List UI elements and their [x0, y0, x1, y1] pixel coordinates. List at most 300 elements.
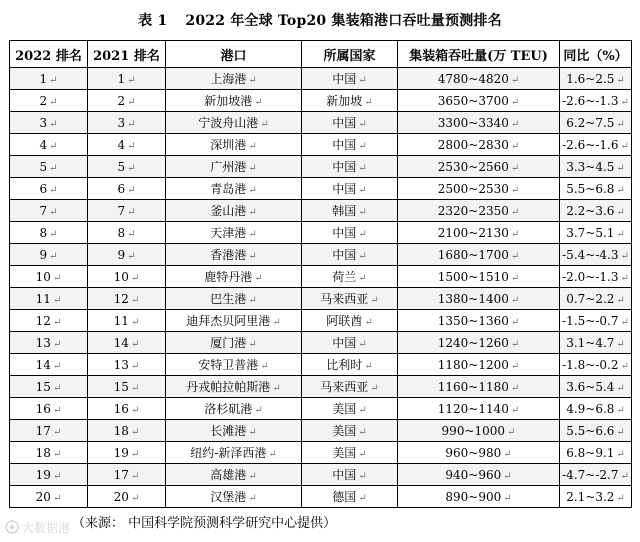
- paragraph-mark-icon: ↵: [248, 163, 257, 174]
- paragraph-mark-icon: ↵: [616, 448, 625, 460]
- cell-rank-2022: [10, 398, 88, 420]
- cell-rank-2021: [88, 398, 166, 420]
- table-number: 表 1: [138, 13, 168, 29]
- cell-text: 890~900: [445, 489, 502, 504]
- cell-rank-2021: [88, 420, 166, 442]
- paragraph-mark-icon: ↵: [616, 382, 625, 394]
- cell-text: 美国: [332, 402, 357, 416]
- cell-text: 2500~2530: [437, 181, 509, 196]
- cell-rank-2022: [10, 112, 88, 134]
- paragraph-mark-icon: ↵: [260, 361, 269, 372]
- cell-port-name: [166, 288, 302, 310]
- cell-text: 18: [35, 445, 51, 460]
- cell-throughput: [398, 420, 560, 442]
- cell-port-name: [166, 200, 302, 222]
- paragraph-mark-icon: ↵: [510, 184, 520, 196]
- paragraph-mark-icon: ↵: [620, 470, 629, 482]
- cell-yoy-change: [560, 90, 632, 112]
- paragraph-mark-icon: ↵: [52, 382, 62, 394]
- cell-text: 1.6~2.5: [566, 71, 615, 86]
- cell-rank-2022: [10, 90, 88, 112]
- cell-rank-2022: [10, 288, 88, 310]
- cell-text: 2: [117, 93, 126, 108]
- paragraph-mark-icon: ↵: [254, 97, 263, 108]
- table-body: [10, 68, 632, 508]
- cell-text: 16: [35, 401, 51, 416]
- paragraph-mark-icon: ↵: [130, 294, 140, 306]
- cell-yoy-change: [560, 332, 632, 354]
- cell-text: 15: [35, 379, 51, 394]
- cell-text: 3.3~4.5: [566, 159, 615, 174]
- cell-text: 中国: [332, 468, 357, 482]
- cell-text: 2: [39, 93, 48, 108]
- table-row: [10, 200, 632, 222]
- paragraph-mark-icon: ↵: [49, 118, 58, 130]
- cell-rank-2021: [88, 310, 166, 332]
- cell-yoy-change: [560, 134, 632, 156]
- cell-text: 6.8~9.1: [566, 445, 615, 460]
- paragraph-mark-icon: ↵: [358, 449, 367, 460]
- cell-text: 宁波舟山港: [198, 116, 259, 130]
- paragraph-mark-icon: ↵: [248, 185, 257, 196]
- cell-text: -2.6~-1.6: [562, 137, 619, 152]
- paragraph-mark-icon: ↵: [127, 96, 136, 108]
- cell-country: [302, 376, 398, 398]
- table-row: [10, 420, 632, 442]
- cell-yoy-change: [560, 310, 632, 332]
- cell-text: 阿联酋: [326, 314, 363, 328]
- paragraph-mark-icon: ↵: [248, 251, 257, 262]
- watermark-logo: [4, 516, 92, 538]
- cell-text: 13: [113, 357, 129, 372]
- watermark-dot: [10, 525, 14, 529]
- cell-port-name: [166, 222, 302, 244]
- cell-country: [302, 222, 398, 244]
- cell-port-name: [166, 134, 302, 156]
- cell-text: 美国: [332, 424, 357, 438]
- paragraph-mark-icon: ↵: [52, 294, 62, 306]
- header-port: 港口: [166, 41, 302, 68]
- paragraph-mark-icon: ↵: [616, 162, 625, 174]
- cell-yoy-change: [560, 464, 632, 486]
- cell-port-name: [166, 310, 302, 332]
- cell-country: [302, 134, 398, 156]
- paragraph-mark-icon: ↵: [616, 228, 625, 240]
- table-row: [10, 68, 632, 90]
- cell-country: [302, 310, 398, 332]
- cell-text: 新加坡: [326, 94, 363, 108]
- cell-throughput: [398, 332, 560, 354]
- cell-text: 香港港: [210, 248, 247, 262]
- paragraph-mark-icon: ↵: [127, 184, 136, 196]
- cell-port-name: [166, 90, 302, 112]
- cell-text: 5.5~6.8: [566, 181, 615, 196]
- paragraph-mark-icon: ↵: [510, 316, 520, 328]
- cell-text: 14: [35, 357, 51, 372]
- cell-throughput: [398, 288, 560, 310]
- cell-rank-2021: [88, 200, 166, 222]
- cell-rank-2022: [10, 420, 88, 442]
- paragraph-mark-icon: ↵: [248, 295, 257, 306]
- cell-text: 7: [117, 203, 126, 218]
- cell-text: 960~980: [445, 445, 502, 460]
- paragraph-mark-icon: ↵: [130, 492, 140, 504]
- cell-rank-2021: [88, 486, 166, 508]
- cell-text: 3300~3340: [437, 115, 509, 130]
- paragraph-mark-icon: ↵: [127, 162, 136, 174]
- cell-yoy-change: [560, 288, 632, 310]
- paragraph-mark-icon: ↵: [49, 74, 58, 86]
- cell-text: 2530~2560: [437, 159, 509, 174]
- cell-text: 990~1000: [441, 423, 506, 438]
- cell-port-name: [166, 420, 302, 442]
- cell-port-name: [166, 68, 302, 90]
- cell-text: 洛杉矶港: [204, 402, 253, 416]
- paragraph-mark-icon: ↵: [510, 74, 520, 86]
- cell-text: 1240~1260: [437, 335, 509, 350]
- cell-text: 2100~2130: [437, 225, 509, 240]
- port-ranking-table: [9, 40, 632, 508]
- cell-rank-2022: [10, 200, 88, 222]
- table-row: [10, 222, 632, 244]
- cell-country: [302, 112, 398, 134]
- cell-text: 青岛港: [210, 182, 247, 196]
- cell-text: 天津港: [210, 226, 247, 240]
- paragraph-mark-icon: ↵: [358, 185, 367, 196]
- cell-text: -4.7~-2.7: [562, 467, 619, 482]
- cell-text: 6: [117, 181, 126, 196]
- paragraph-mark-icon: ↵: [364, 97, 373, 108]
- cell-country: [302, 266, 398, 288]
- cell-text: 1120~1140: [437, 401, 509, 416]
- cell-text: 11: [113, 313, 129, 328]
- cell-text: 深圳港: [210, 138, 247, 152]
- cell-text: 5.5~6.6: [566, 423, 615, 438]
- table-row: [10, 288, 632, 310]
- cell-text: 1160~1180: [437, 379, 509, 394]
- cell-text: 2.2~3.6: [566, 203, 615, 218]
- cell-text: 新加坡港: [204, 94, 253, 108]
- cell-text: 20: [35, 489, 51, 504]
- cell-text: 4: [39, 137, 48, 152]
- cell-text: 中国: [332, 182, 357, 196]
- cell-throughput: [398, 398, 560, 420]
- paragraph-mark-icon: ↵: [254, 273, 263, 284]
- cell-text: 5: [39, 159, 48, 174]
- cell-throughput: [398, 112, 560, 134]
- cell-throughput: [398, 200, 560, 222]
- cell-rank-2021: [88, 156, 166, 178]
- paragraph-mark-icon: ↵: [616, 404, 625, 416]
- paragraph-mark-icon: ↵: [358, 207, 367, 218]
- cell-text: 3: [39, 115, 48, 130]
- paragraph-mark-icon: ↵: [130, 426, 140, 438]
- paragraph-mark-icon: ↵: [510, 382, 520, 394]
- cell-rank-2022: [10, 68, 88, 90]
- paragraph-mark-icon: ↵: [358, 75, 367, 86]
- cell-text: 2800~2830: [437, 137, 509, 152]
- cell-country: [302, 442, 398, 464]
- paragraph-mark-icon: ↵: [52, 360, 62, 372]
- paragraph-mark-icon: ↵: [616, 294, 625, 306]
- paragraph-mark-icon: ↵: [510, 162, 520, 174]
- cell-text: 11: [35, 291, 51, 306]
- paragraph-mark-icon: ↵: [510, 250, 520, 262]
- cell-yoy-change: [560, 486, 632, 508]
- paragraph-mark-icon: ↵: [616, 118, 625, 130]
- paragraph-mark-icon: ↵: [358, 251, 367, 262]
- paragraph-mark-icon: ↵: [358, 163, 367, 174]
- paragraph-mark-icon: ↵: [127, 228, 136, 240]
- paragraph-mark-icon: ↵: [52, 404, 62, 416]
- paragraph-mark-icon: ↵: [358, 119, 367, 130]
- paragraph-mark-icon: ↵: [358, 273, 367, 284]
- cell-yoy-change: [560, 244, 632, 266]
- cell-country: [302, 486, 398, 508]
- paragraph-mark-icon: ↵: [510, 118, 520, 130]
- cell-text: 韩国: [332, 204, 357, 218]
- cell-port-name: [166, 178, 302, 200]
- cell-text: 4: [117, 137, 126, 152]
- paragraph-mark-icon: ↵: [248, 229, 257, 240]
- cell-rank-2021: [88, 90, 166, 112]
- cell-rank-2022: [10, 156, 88, 178]
- cell-throughput: [398, 222, 560, 244]
- cell-yoy-change: [560, 266, 632, 288]
- cell-rank-2022: [10, 178, 88, 200]
- paragraph-mark-icon: ↵: [620, 360, 629, 372]
- cell-port-name: [166, 156, 302, 178]
- paragraph-mark-icon: ↵: [510, 96, 520, 108]
- cell-text: 10: [113, 269, 129, 284]
- cell-country: [302, 178, 398, 200]
- cell-port-name: [166, 442, 302, 464]
- cell-rank-2022: [10, 222, 88, 244]
- cell-text: 2320~2350: [437, 203, 509, 218]
- paragraph-mark-icon: ↵: [49, 140, 58, 152]
- cell-rank-2021: [88, 464, 166, 486]
- cell-yoy-change: [560, 68, 632, 90]
- cell-rank-2021: [88, 244, 166, 266]
- cell-text: 比利时: [326, 358, 363, 372]
- cell-text: 3: [117, 115, 126, 130]
- cell-country: [302, 200, 398, 222]
- cell-rank-2021: [88, 442, 166, 464]
- cell-yoy-change: [560, 442, 632, 464]
- cell-text: 迪拜杰贝阿里港: [186, 314, 271, 328]
- paragraph-mark-icon: ↵: [370, 383, 379, 394]
- cell-text: 中国: [332, 72, 357, 86]
- cell-throughput: [398, 156, 560, 178]
- paragraph-mark-icon: ↵: [130, 404, 140, 416]
- cell-text: 15: [113, 379, 129, 394]
- cell-rank-2022: [10, 376, 88, 398]
- paragraph-mark-icon: ↵: [49, 206, 58, 218]
- paragraph-mark-icon: ↵: [358, 471, 367, 482]
- cell-text: 1180~1200: [437, 357, 509, 372]
- paragraph-mark-icon: ↵: [130, 338, 140, 350]
- cell-throughput: [398, 178, 560, 200]
- cell-rank-2022: [10, 266, 88, 288]
- cell-text: 3.7~5.1: [566, 225, 615, 240]
- paragraph-mark-icon: ↵: [503, 470, 512, 482]
- table-caption: [0, 10, 640, 30]
- paragraph-mark-icon: ↵: [52, 492, 62, 504]
- cell-text: 马来西亚: [320, 380, 369, 394]
- paragraph-mark-icon: ↵: [510, 404, 520, 416]
- cell-text: -1.8~-0.2: [562, 357, 619, 372]
- cell-port-name: [166, 398, 302, 420]
- cell-text: 2.1~3.2: [566, 489, 615, 504]
- cell-yoy-change: [560, 376, 632, 398]
- paragraph-mark-icon: ↵: [248, 339, 257, 350]
- cell-throughput: [398, 90, 560, 112]
- paragraph-mark-icon: ↵: [130, 360, 140, 372]
- paragraph-mark-icon: ↵: [130, 272, 140, 284]
- paragraph-mark-icon: ↵: [616, 184, 625, 196]
- paragraph-mark-icon: ↵: [248, 141, 257, 152]
- table-row: [10, 442, 632, 464]
- cell-yoy-change: [560, 420, 632, 442]
- cell-text: 17: [35, 423, 51, 438]
- paragraph-mark-icon: ↵: [127, 250, 136, 262]
- cell-text: 釜山港: [210, 204, 247, 218]
- cell-throughput: [398, 486, 560, 508]
- cell-text: 17: [113, 467, 129, 482]
- table-row: [10, 178, 632, 200]
- cell-text: 上海港: [210, 72, 247, 86]
- cell-text: 马来西亚: [320, 292, 369, 306]
- cell-text: 1: [117, 71, 126, 86]
- table-row: [10, 354, 632, 376]
- paragraph-mark-icon: ↵: [49, 228, 58, 240]
- cell-text: 7: [39, 203, 48, 218]
- cell-text: 10: [35, 269, 51, 284]
- paragraph-mark-icon: ↵: [507, 426, 516, 438]
- header-throughput: 集装箱吞吐量(万 TEU): [398, 41, 560, 68]
- header-rank-2022: 2022 排名: [10, 41, 88, 68]
- cell-text: 3.6~5.4: [566, 379, 615, 394]
- table-row: [10, 266, 632, 288]
- cell-country: [302, 90, 398, 112]
- paragraph-mark-icon: ↵: [358, 427, 367, 438]
- paragraph-mark-icon: ↵: [52, 470, 62, 482]
- paragraph-mark-icon: ↵: [272, 383, 281, 394]
- cell-text: 长滩港: [210, 424, 247, 438]
- cell-text: -2.6~-1.3: [562, 93, 619, 108]
- cell-port-name: [166, 464, 302, 486]
- cell-rank-2022: [10, 332, 88, 354]
- paragraph-mark-icon: ↵: [49, 184, 58, 196]
- cell-yoy-change: [560, 178, 632, 200]
- cell-rank-2021: [88, 112, 166, 134]
- paragraph-mark-icon: ↵: [620, 140, 629, 152]
- table-row: [10, 310, 632, 332]
- cell-text: -1.5~-0.7: [562, 313, 619, 328]
- cell-text: 中国: [332, 160, 357, 174]
- paragraph-mark-icon: ↵: [620, 316, 629, 328]
- cell-text: 中国: [332, 248, 357, 262]
- table-row: [10, 244, 632, 266]
- cell-text: 中国: [332, 116, 357, 130]
- paragraph-mark-icon: ↵: [49, 96, 58, 108]
- cell-text: 丹戎帕拉帕斯港: [186, 380, 271, 394]
- paragraph-mark-icon: ↵: [616, 426, 625, 438]
- cell-text: -2.0~-1.3: [562, 269, 619, 284]
- cell-rank-2022: [10, 134, 88, 156]
- paragraph-mark-icon: ↵: [616, 206, 625, 218]
- cell-text: 纽约-新泽西港: [190, 446, 267, 460]
- cell-throughput: [398, 310, 560, 332]
- cell-text: 3.1~4.7: [566, 335, 615, 350]
- cell-port-name: [166, 332, 302, 354]
- cell-text: 鹿特丹港: [204, 270, 253, 284]
- paragraph-mark-icon: ↵: [510, 294, 520, 306]
- cell-port-name: [166, 376, 302, 398]
- table-row: [10, 156, 632, 178]
- table-row: [10, 464, 632, 486]
- cell-text: 4.9~6.8: [566, 401, 615, 416]
- header-yoy: 同比（%）: [560, 41, 632, 68]
- cell-text: 14: [113, 335, 129, 350]
- cell-yoy-change: [560, 354, 632, 376]
- paragraph-mark-icon: ↵: [358, 405, 367, 416]
- cell-throughput: [398, 266, 560, 288]
- cell-text: 中国: [332, 138, 357, 152]
- cell-country: [302, 464, 398, 486]
- cell-yoy-change: [560, 200, 632, 222]
- cell-rank-2021: [88, 376, 166, 398]
- cell-throughput: [398, 442, 560, 464]
- cell-text: 安特卫普港: [198, 358, 259, 372]
- cell-text: 16: [113, 401, 129, 416]
- cell-text: 汉堡港: [210, 490, 247, 504]
- paragraph-mark-icon: ↵: [503, 448, 512, 460]
- cell-text: 美国: [332, 446, 357, 460]
- cell-country: [302, 288, 398, 310]
- table-row: [10, 486, 632, 508]
- paragraph-mark-icon: ↵: [52, 426, 62, 438]
- paragraph-mark-icon: ↵: [503, 492, 512, 504]
- cell-port-name: [166, 266, 302, 288]
- table-header-row: [10, 41, 632, 68]
- paragraph-mark-icon: ↵: [127, 206, 136, 218]
- cell-rank-2022: [10, 464, 88, 486]
- paragraph-mark-icon: ↵: [616, 74, 625, 86]
- cell-rank-2022: [10, 486, 88, 508]
- cell-text: 荷兰: [332, 270, 357, 284]
- cell-rank-2021: [88, 68, 166, 90]
- cell-text: 巴生港: [210, 292, 247, 306]
- table-row: [10, 112, 632, 134]
- paragraph-mark-icon: ↵: [510, 140, 520, 152]
- cell-yoy-change: [560, 112, 632, 134]
- cell-throughput: [398, 244, 560, 266]
- cell-text: 12: [35, 313, 51, 328]
- cell-text: 12: [113, 291, 129, 306]
- cell-country: [302, 244, 398, 266]
- paragraph-mark-icon: ↵: [127, 140, 136, 152]
- paragraph-mark-icon: ↵: [49, 162, 58, 174]
- cell-text: 德国: [332, 490, 357, 504]
- cell-text: 5: [117, 159, 126, 174]
- paragraph-mark-icon: ↵: [620, 272, 629, 284]
- source-note: （来源： 中国科学院预测科学研究中心提供）: [72, 516, 337, 531]
- cell-text: 19: [113, 445, 129, 460]
- cell-text: 1350~1360: [437, 313, 509, 328]
- cell-text: 中国: [332, 226, 357, 240]
- paragraph-mark-icon: ↵: [358, 141, 367, 152]
